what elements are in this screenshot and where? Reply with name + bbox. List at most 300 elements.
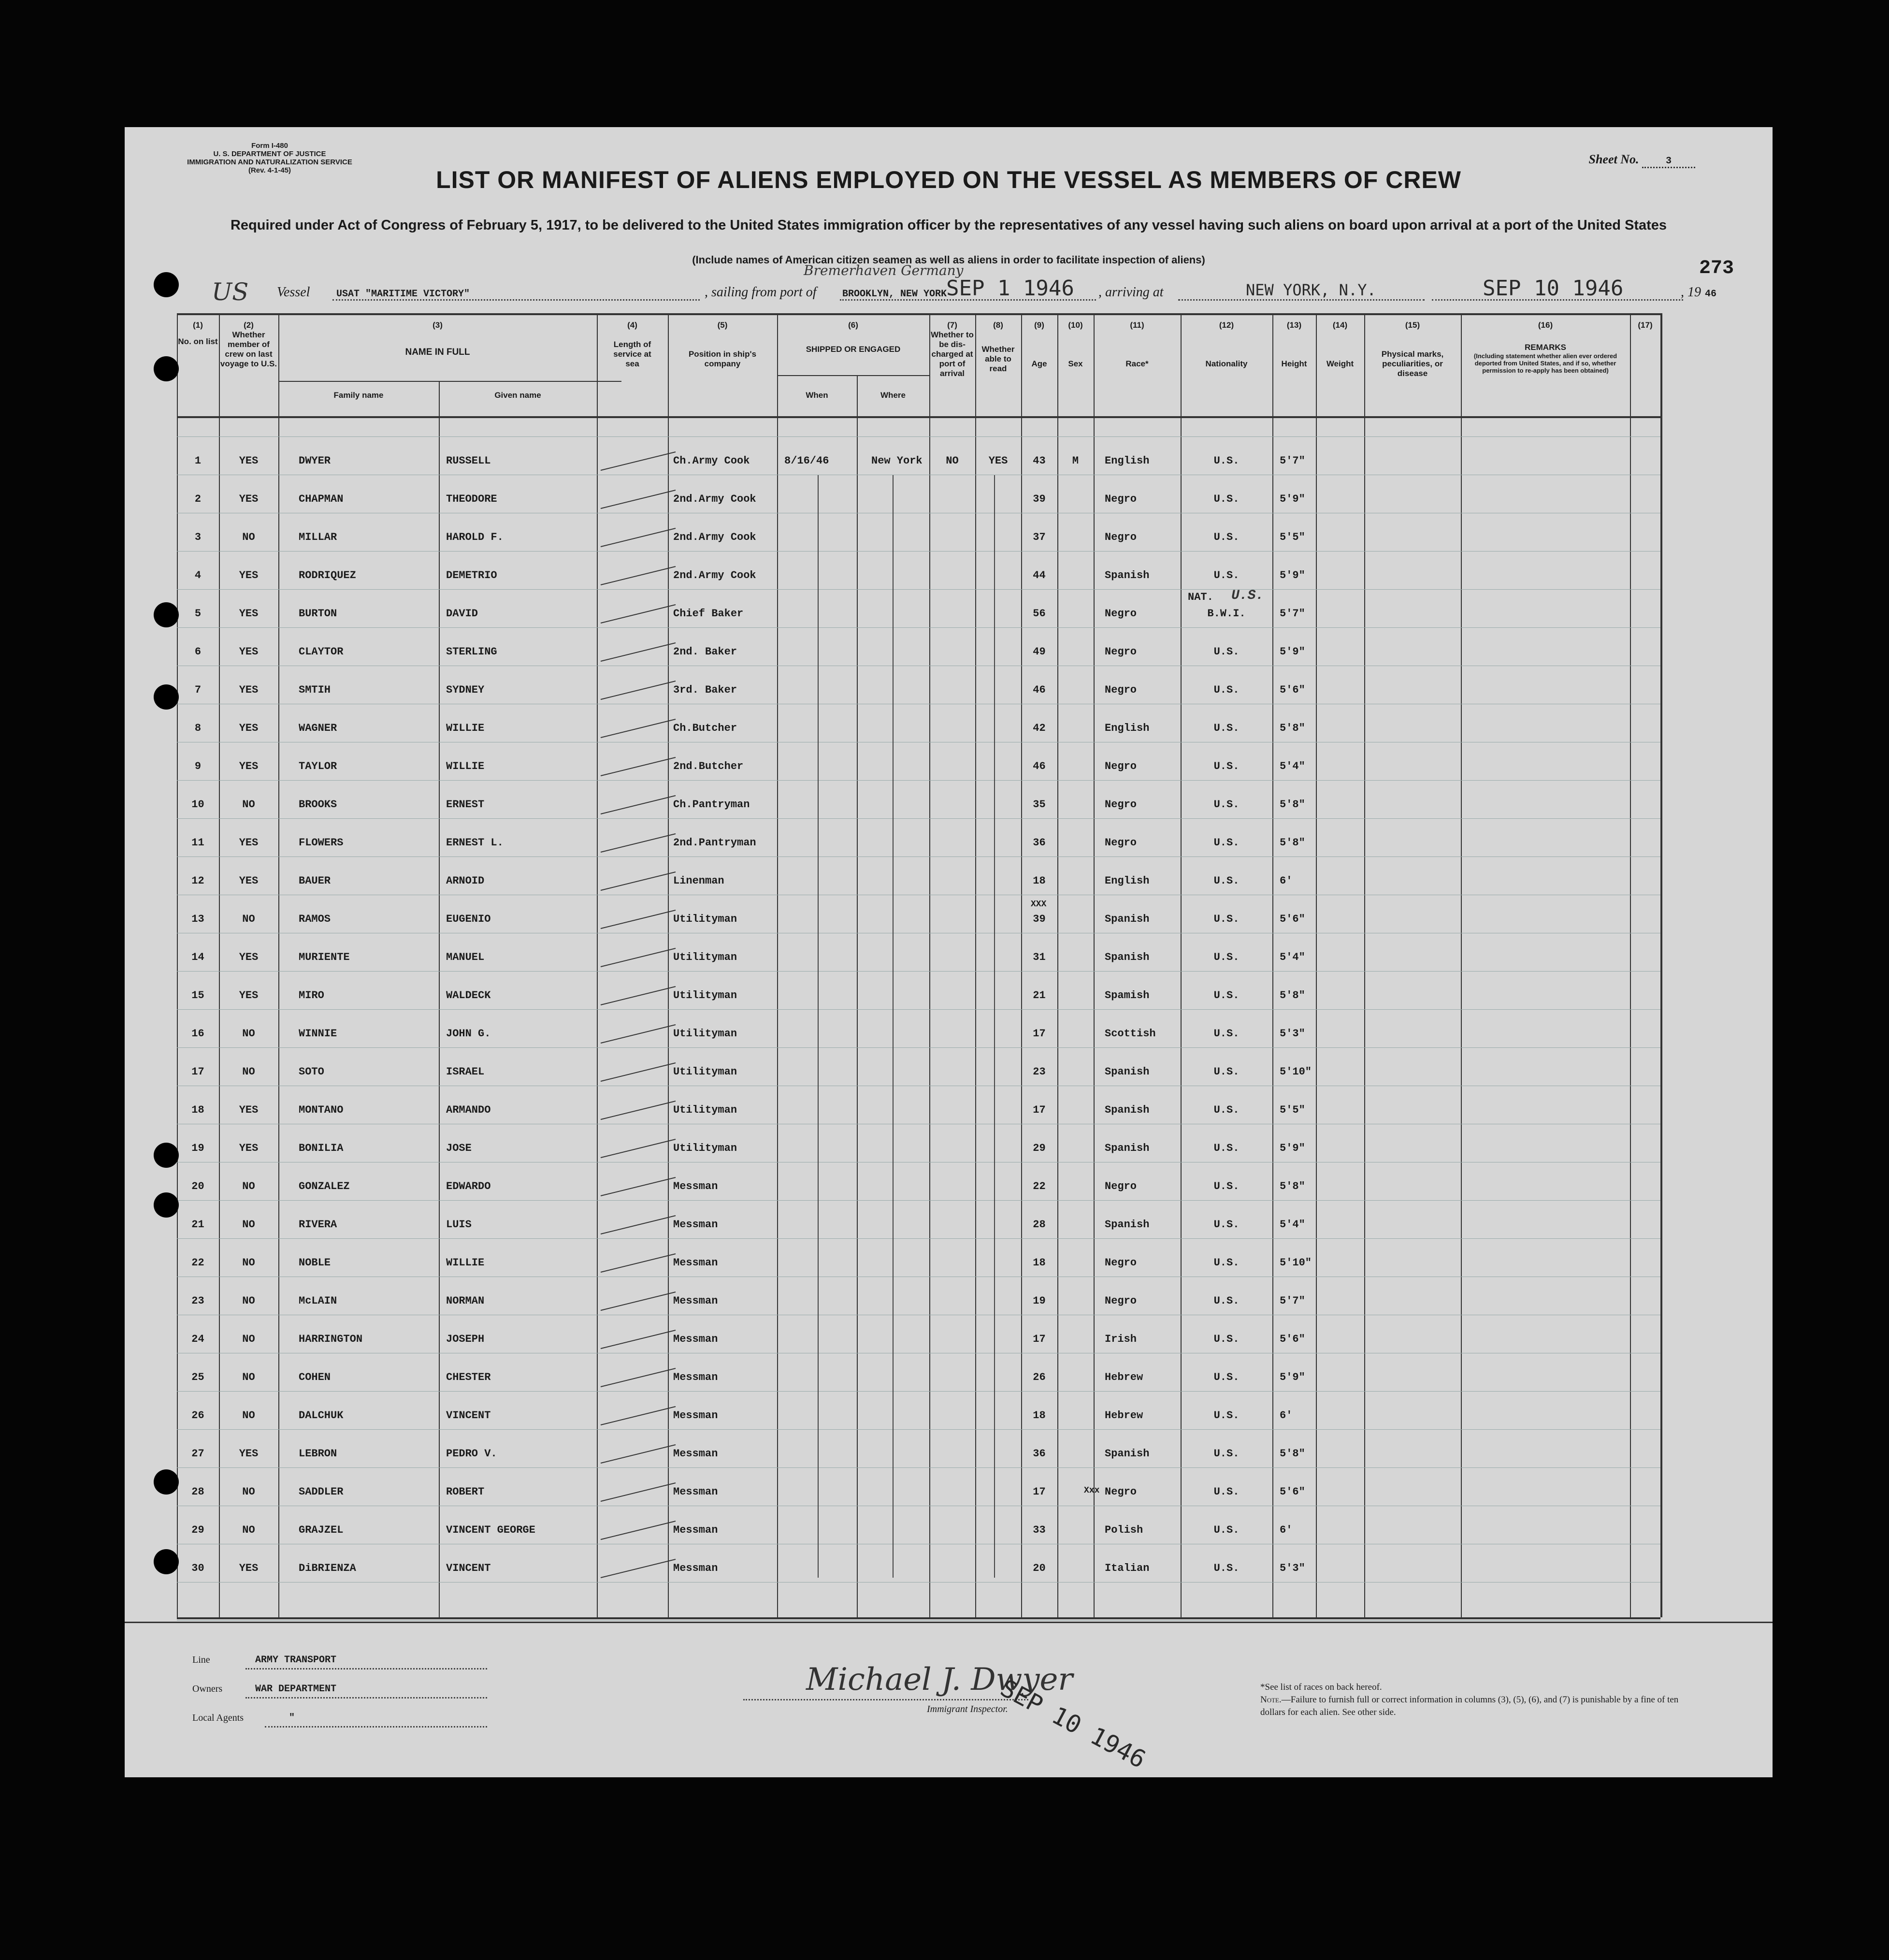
given-name-value: WILLIE — [446, 1257, 485, 1269]
height-value: 5'10" — [1280, 1257, 1312, 1269]
height-value: 5'9" — [1280, 1371, 1305, 1383]
age-value: 19 — [1033, 1295, 1046, 1307]
last-voyage-value: YES — [239, 455, 259, 467]
document-title: LIST OR MANIFEST OF ALIENS EMPLOYED ON THE VESSEL AS MEMBERS OF CREW — [436, 166, 1461, 193]
family-name-value: COHEN — [299, 1371, 331, 1383]
race-value: Negro — [1105, 1257, 1137, 1269]
nationality-value: U.S. — [1213, 1409, 1240, 1422]
vessel-name: USAT "MARITIME VICTORY" — [336, 289, 470, 300]
last-voyage-value: YES — [239, 760, 259, 772]
height-value: 5'6" — [1280, 913, 1305, 925]
height-value: 5'8" — [1280, 837, 1305, 849]
ditto-stroke — [601, 1407, 676, 1425]
ditto-stroke — [601, 1025, 676, 1043]
age-value: 21 — [1033, 989, 1046, 1002]
ditto-stroke — [601, 757, 676, 776]
position-value: Ch.Butcher — [673, 722, 737, 734]
position-value: Messman — [673, 1524, 718, 1536]
last-voyage-value: NO — [242, 1371, 255, 1383]
family-name-value: DWYER — [299, 455, 331, 467]
age-value: 28 — [1033, 1219, 1046, 1231]
height-value: 6' — [1280, 1524, 1293, 1536]
position-value: Ch.Pantryman — [673, 799, 750, 811]
position-value: Utilityman — [673, 989, 737, 1002]
height-value: 5'9" — [1280, 646, 1305, 658]
family-name-value: WINNIE — [299, 1028, 337, 1040]
family-name-value: MIRO — [299, 989, 324, 1002]
age-value: 17 — [1033, 1028, 1046, 1040]
row-number: 20 — [191, 1180, 204, 1192]
column-header-no: (1) No. on list — [178, 320, 218, 346]
given-name-value: ERNEST — [446, 799, 485, 811]
ditto-stroke — [601, 834, 676, 852]
race-value: Spanish — [1105, 1219, 1150, 1231]
position-value: Utilityman — [673, 913, 737, 925]
given-name-value: STERLING — [446, 646, 497, 658]
ditto-stroke — [601, 1216, 676, 1234]
race-value: Italian — [1105, 1562, 1150, 1574]
last-voyage-value: YES — [239, 837, 259, 849]
age-value: 23 — [1033, 1066, 1046, 1078]
family-name-value: RODRIQUEZ — [299, 569, 356, 581]
ditto-stroke — [601, 1101, 676, 1119]
race-value: Irish — [1105, 1333, 1137, 1345]
inspector-label: Immigrant Inspector. — [927, 1704, 1008, 1714]
row-number: 19 — [191, 1142, 204, 1154]
given-name-value: CHESTER — [446, 1371, 491, 1383]
nationality-value: U.S. — [1213, 493, 1240, 505]
inspection-date-stamp: SEP 10 1946 — [995, 1674, 1151, 1774]
column-header-where: Where — [880, 391, 906, 400]
family-name-value: GONZALEZ — [299, 1180, 350, 1192]
last-voyage-value: NO — [242, 1295, 255, 1307]
given-name-value: RUSSELL — [446, 455, 491, 467]
sheet-number-label: Sheet No. — [1588, 152, 1639, 166]
row-number: 18 — [191, 1104, 204, 1116]
nationality-value: U.S. — [1213, 799, 1240, 811]
row-number: 24 — [191, 1333, 204, 1345]
race-value: Hebrew — [1105, 1409, 1143, 1422]
row-number: 6 — [194, 646, 202, 658]
column-header-last-voyage: (2) Whether member of crew on last voyage to U.S. — [220, 320, 277, 368]
given-name-value: VINCENT GEORGE — [446, 1524, 535, 1536]
row-number: 15 — [191, 989, 204, 1002]
column-header-given-name: Given name — [494, 391, 541, 400]
family-name-value: LEBRON — [299, 1448, 337, 1460]
column-header-when: When — [806, 391, 828, 400]
column-header-length-of-service: (4) Length of service at sea — [613, 320, 651, 368]
given-name-value: LUIS — [446, 1219, 472, 1231]
age-value: 18 — [1033, 875, 1046, 887]
family-name-value: NOBLE — [299, 1257, 331, 1269]
position-value: Messman — [673, 1409, 718, 1422]
age-value: 18 — [1033, 1409, 1046, 1422]
position-value: Messman — [673, 1257, 718, 1269]
row-number: 7 — [194, 684, 202, 696]
ditto-stroke — [601, 490, 676, 508]
line-value: ARMY TRANSPORT — [255, 1655, 337, 1666]
family-name-value: McLAIN — [299, 1295, 337, 1307]
race-value: English — [1105, 875, 1150, 887]
last-voyage-value: YES — [239, 608, 259, 620]
ditto-stroke — [601, 872, 676, 890]
last-voyage-value: NO — [242, 1028, 255, 1040]
row-number: 14 — [191, 951, 204, 963]
last-voyage-value: YES — [239, 1448, 259, 1460]
row-number: 27 — [191, 1448, 204, 1460]
nationality-note: NAT. — [1188, 591, 1213, 603]
height-value: 5'7" — [1280, 1295, 1305, 1307]
note-label: Note. — [1260, 1695, 1282, 1705]
nationality-value: U.S. — [1213, 1486, 1240, 1498]
arrival-date-stamp: SEP 10 1946 — [1483, 276, 1624, 301]
column-header-age: (9) Age — [1031, 320, 1047, 368]
family-name-value: MILLAR — [299, 531, 337, 543]
family-name-value: RIVERA — [299, 1219, 337, 1231]
given-name-value: ERNEST L. — [446, 837, 504, 849]
race-value: English — [1105, 455, 1150, 467]
position-value: Ch.Army Cook — [673, 455, 750, 467]
nationality-value: U.S. — [1213, 569, 1240, 581]
nationality-value: U.S. — [1213, 1371, 1240, 1383]
nationality-value: U.S. — [1213, 1524, 1240, 1536]
race-value: Negro — [1105, 1295, 1137, 1307]
race-value: Spanish — [1105, 1104, 1150, 1116]
row-number: 23 — [191, 1295, 204, 1307]
ditto-stroke — [601, 1139, 676, 1158]
age-value: 17 — [1033, 1333, 1046, 1345]
height-value: 5'9" — [1280, 1142, 1305, 1154]
race-value: Spanish — [1105, 569, 1150, 581]
form-id-line: U. S. DEPARTMENT OF JUSTICE — [213, 150, 326, 158]
form-id-line: IMMIGRATION AND NATURALIZATION SERVICE — [187, 158, 352, 166]
nationality-value: U.S. — [1213, 1333, 1240, 1345]
row-number: 17 — [191, 1066, 204, 1078]
given-name-value: WILLIE — [446, 760, 485, 772]
punch-hole — [154, 684, 179, 710]
position-value: Messman — [673, 1371, 718, 1383]
column-header-remarks: (16) REMARKS (Including statement whether alien ever ordered deported from United States, and if so, whether permission to re-apply has been obtained) — [1473, 320, 1617, 374]
height-value: 5'8" — [1280, 989, 1305, 1002]
last-voyage-value: NO — [242, 1219, 255, 1231]
shipped-when-value: 8/16/46 — [784, 455, 829, 467]
position-value: Messman — [673, 1295, 718, 1307]
vessel-prefix-handwritten: US — [212, 278, 249, 306]
given-name-value: SYDNEY — [446, 684, 485, 696]
race-value: Negro — [1105, 799, 1137, 811]
age-value: 39 — [1033, 913, 1046, 925]
age-value: 29 — [1033, 1142, 1046, 1154]
nationality-value: U.S. — [1213, 684, 1240, 696]
position-value: 3rd. Baker — [673, 684, 737, 696]
race-value: Spanish — [1105, 1066, 1150, 1078]
race-value: Spanish — [1105, 913, 1150, 925]
family-name-value: BROOKS — [299, 799, 337, 811]
ditto-stroke — [601, 1368, 676, 1387]
given-name-value: ISRAEL — [446, 1066, 485, 1078]
row-number: 28 — [191, 1486, 204, 1498]
age-value: 33 — [1033, 1524, 1046, 1536]
race-value: Spanish — [1105, 951, 1150, 963]
position-value: Linenman — [673, 875, 724, 887]
family-name-value: MONTANO — [299, 1104, 344, 1116]
row-number: 4 — [194, 569, 202, 581]
race-value: Spamish — [1105, 989, 1150, 1002]
row-number: 30 — [191, 1562, 204, 1574]
given-name-value: PEDRO V. — [446, 1448, 497, 1460]
ditto-stroke — [601, 987, 676, 1005]
age-value: 36 — [1033, 837, 1046, 849]
ditto-marks — [125, 127, 1773, 1777]
height-value: 5'4" — [1280, 1219, 1305, 1231]
position-value: Utilityman — [673, 1028, 737, 1040]
last-voyage-value: NO — [242, 1257, 255, 1269]
given-name-value: MANUEL — [446, 951, 485, 963]
position-value: 2nd.Army Cook — [673, 531, 756, 543]
given-name-value: WALDECK — [446, 989, 491, 1002]
last-voyage-value: NO — [242, 913, 255, 925]
race-value: Negro — [1105, 837, 1137, 849]
punch-hole — [154, 602, 179, 627]
position-value: Messman — [673, 1180, 718, 1192]
age-value: 37 — [1033, 531, 1046, 543]
document-subtitle-note: (Include names of American citizen seamen as well as aliens in order to facilitate inspection of aliens) — [692, 254, 1205, 266]
age-value: 49 — [1033, 646, 1046, 658]
year-value: 46 — [1705, 289, 1717, 300]
row-number: 16 — [191, 1028, 204, 1040]
races-note: *See list of races on back hereof. — [1260, 1682, 1382, 1692]
page-number: 273 — [1699, 258, 1734, 279]
last-voyage-value: YES — [239, 569, 259, 581]
last-voyage-value: YES — [239, 684, 259, 696]
height-value: 5'6" — [1280, 1486, 1305, 1498]
nationality-value: U.S. — [1213, 875, 1240, 887]
family-name-value: CLAYTOR — [299, 646, 344, 658]
height-value: 5'8" — [1280, 722, 1305, 734]
family-name-value: HARRINGTON — [299, 1333, 363, 1345]
ditto-stroke — [601, 948, 676, 967]
family-name-value: FLOWERS — [299, 837, 344, 849]
nationality-value: U.S. — [1213, 531, 1240, 543]
given-name-value: DAVID — [446, 608, 478, 620]
nationality-value: U.S. — [1213, 1562, 1240, 1574]
given-name-value: ROBERT — [446, 1486, 485, 1498]
last-voyage-value: YES — [239, 493, 259, 505]
column-header-name: (3) NAME IN FULL — [405, 320, 470, 357]
discharged-value: NO — [946, 455, 959, 467]
punch-hole — [154, 356, 179, 381]
row-number: 29 — [191, 1524, 204, 1536]
row-number: 5 — [194, 608, 202, 620]
race-value: Negro — [1105, 608, 1137, 620]
agents-value: " — [289, 1713, 295, 1724]
punch-hole — [154, 272, 179, 297]
family-name-value: DiBRIENZA — [299, 1562, 356, 1574]
height-value: 5'7" — [1280, 455, 1305, 467]
ditto-stroke — [601, 1445, 676, 1463]
ditto-stroke — [601, 1330, 676, 1349]
column-header-sex: (10) Sex — [1068, 320, 1083, 368]
inspector-signature: Michael J. Dwyer — [806, 1662, 1073, 1698]
agents-label: Local Agents — [192, 1713, 244, 1723]
ditto-stroke — [601, 605, 676, 623]
row-number: 8 — [194, 722, 202, 734]
family-name-value: MURIENTE — [299, 951, 350, 963]
race-value: Spanish — [1105, 1448, 1150, 1460]
age-value: 46 — [1033, 684, 1046, 696]
age-value: 22 — [1033, 1180, 1046, 1192]
height-value: 5'3" — [1280, 1028, 1305, 1040]
punch-hole — [154, 1469, 179, 1495]
last-voyage-value: NO — [242, 1180, 255, 1192]
year-label: , 19 — [1681, 285, 1701, 300]
row-number: 25 — [191, 1371, 204, 1383]
family-name-value: WAGNER — [299, 722, 337, 734]
position-value: Utilityman — [673, 1066, 737, 1078]
last-voyage-value: YES — [239, 989, 259, 1002]
column-header-nationality: (12) Nationality — [1205, 320, 1248, 368]
row-number: 26 — [191, 1409, 204, 1422]
row-number: 9 — [194, 760, 202, 772]
document-subtitle: Required under Act of Congress of February 5, 1917, to be delivered to the United States immigration officer by the representatives of any vessel having such aliens on board upon arrival at a port of the United States — [230, 218, 1667, 233]
nationality-value: U.S. — [1213, 760, 1240, 772]
given-name-value: ARNOID — [446, 875, 485, 887]
last-voyage-value: NO — [242, 1524, 255, 1536]
given-name-value: THEODORE — [446, 493, 497, 505]
race-value: Hebrew — [1105, 1371, 1143, 1383]
race-value: Negro — [1105, 1180, 1137, 1192]
column-header-position: (5) Position in ship's company — [688, 320, 757, 368]
position-value: Messman — [673, 1333, 718, 1345]
nationality-value: U.S. — [1213, 1066, 1240, 1078]
ditto-stroke — [601, 1483, 676, 1501]
column-header-shipped: (6) SHIPPED OR ENGAGED — [806, 320, 901, 354]
row-number: 10 — [191, 799, 204, 811]
race-value: Scottish — [1105, 1028, 1156, 1040]
nationality-value: U.S. — [1213, 722, 1240, 734]
nationality-handwritten-correction: U.S. — [1231, 588, 1264, 603]
ditto-stroke — [601, 528, 676, 547]
race-value: Negro — [1105, 1486, 1137, 1498]
punch-hole — [154, 1549, 179, 1574]
line-label: Line — [192, 1655, 210, 1665]
given-name-value: JOSEPH — [446, 1333, 485, 1345]
owners-value: WAR DEPARTMENT — [255, 1684, 337, 1695]
column-header-discharged: (7) Whether to be dis-charged at port of arrival — [931, 320, 974, 378]
age-value: 20 — [1033, 1562, 1046, 1574]
ditto-stroke — [601, 452, 676, 470]
age-value: 17 — [1033, 1104, 1046, 1116]
position-value: 2nd.Pantryman — [673, 837, 756, 849]
race-value: Negro — [1105, 684, 1137, 696]
position-value: Utilityman — [673, 1104, 737, 1116]
family-name-value: RAMOS — [299, 913, 331, 925]
sailing-label: , sailing from port of — [705, 285, 817, 300]
last-voyage-value: NO — [242, 1409, 255, 1422]
age-value: 46 — [1033, 760, 1046, 772]
row-number: 1 — [194, 455, 202, 467]
given-name-value: VINCENT — [446, 1409, 491, 1422]
age-value: 43 — [1033, 455, 1046, 467]
given-name-value: JOHN G. — [446, 1028, 491, 1040]
row-number: 22 — [191, 1257, 204, 1269]
height-value: 5'5" — [1280, 1104, 1305, 1116]
row-number: 12 — [191, 875, 204, 887]
height-value: 5'8" — [1280, 799, 1305, 811]
last-voyage-value: NO — [242, 799, 255, 811]
note-text: —Failure to furnish full or correct information in columns (3), (5), (6), and (7) is punishable by a fine of ten dollars for each alien. See other side. — [1260, 1695, 1679, 1717]
race-value: Spanish — [1105, 1142, 1150, 1154]
last-voyage-value: NO — [242, 1486, 255, 1498]
given-name-value: EUGENIO — [446, 913, 491, 925]
last-voyage-value: NO — [242, 1066, 255, 1078]
family-name-value: SADDLER — [299, 1486, 344, 1498]
column-header-weight: (14) Weight — [1326, 320, 1354, 368]
height-value: 5'6" — [1280, 1333, 1305, 1345]
ditto-stroke — [601, 719, 676, 738]
given-name-value: NORMAN — [446, 1295, 485, 1307]
ditto-stroke — [601, 796, 676, 814]
age-value: 36 — [1033, 1448, 1046, 1460]
column-header-height: (13) Height — [1281, 320, 1307, 368]
age-value: 39 — [1033, 493, 1046, 505]
column-header-able-to-read: (8) Whether able to read — [981, 320, 1015, 373]
family-name-value: DALCHUK — [299, 1409, 344, 1422]
ditto-stroke — [601, 1254, 676, 1272]
position-value: Messman — [673, 1486, 718, 1498]
ditto-stroke — [601, 1521, 676, 1539]
last-voyage-value: YES — [239, 951, 259, 963]
height-value: 5'4" — [1280, 951, 1305, 963]
column-header-race: (11) Race* — [1125, 320, 1149, 368]
sex-value: M — [1072, 455, 1079, 467]
position-value: Utilityman — [673, 951, 737, 963]
sailing-port-handwritten: Bremerhaven Germany — [804, 262, 964, 278]
race-value: Polish — [1105, 1524, 1143, 1536]
last-voyage-value: YES — [239, 646, 259, 658]
race-value: Negro — [1105, 531, 1137, 543]
ditto-stroke — [601, 566, 676, 585]
family-name-value: SOTO — [299, 1066, 324, 1078]
given-name-value: VINCENT — [446, 1562, 491, 1574]
race-value: Negro — [1105, 646, 1137, 658]
nationality-value: U.S. — [1213, 455, 1240, 467]
last-voyage-value: NO — [242, 1333, 255, 1345]
age-value: 17 — [1033, 1486, 1046, 1498]
row-number: 2 — [194, 493, 202, 505]
position-value: Messman — [673, 1562, 718, 1574]
age-value: 26 — [1033, 1371, 1046, 1383]
last-voyage-value: YES — [239, 1104, 259, 1116]
position-value: 2nd.Butcher — [673, 760, 744, 772]
row-number: 3 — [194, 531, 202, 543]
nationality-value: U.S. — [1213, 1295, 1240, 1307]
given-name-value: DEMETRIO — [446, 569, 497, 581]
form-id-line: Form I-480 — [251, 142, 288, 150]
nationality-value: U.S. — [1213, 1180, 1240, 1192]
last-voyage-value: YES — [239, 722, 259, 734]
ditto-stroke — [601, 1063, 676, 1081]
ditto-stroke — [601, 910, 676, 929]
position-value: Chief Baker — [673, 608, 744, 620]
height-value: 5'3" — [1280, 1562, 1305, 1574]
position-value: 2nd.Army Cook — [673, 493, 756, 505]
position-value: Messman — [673, 1219, 718, 1231]
nationality-value: U.S. — [1213, 646, 1240, 658]
height-value: 5'8" — [1280, 1180, 1305, 1192]
row-number: 11 — [191, 837, 204, 849]
age-struck-out: XXX — [1031, 900, 1047, 909]
